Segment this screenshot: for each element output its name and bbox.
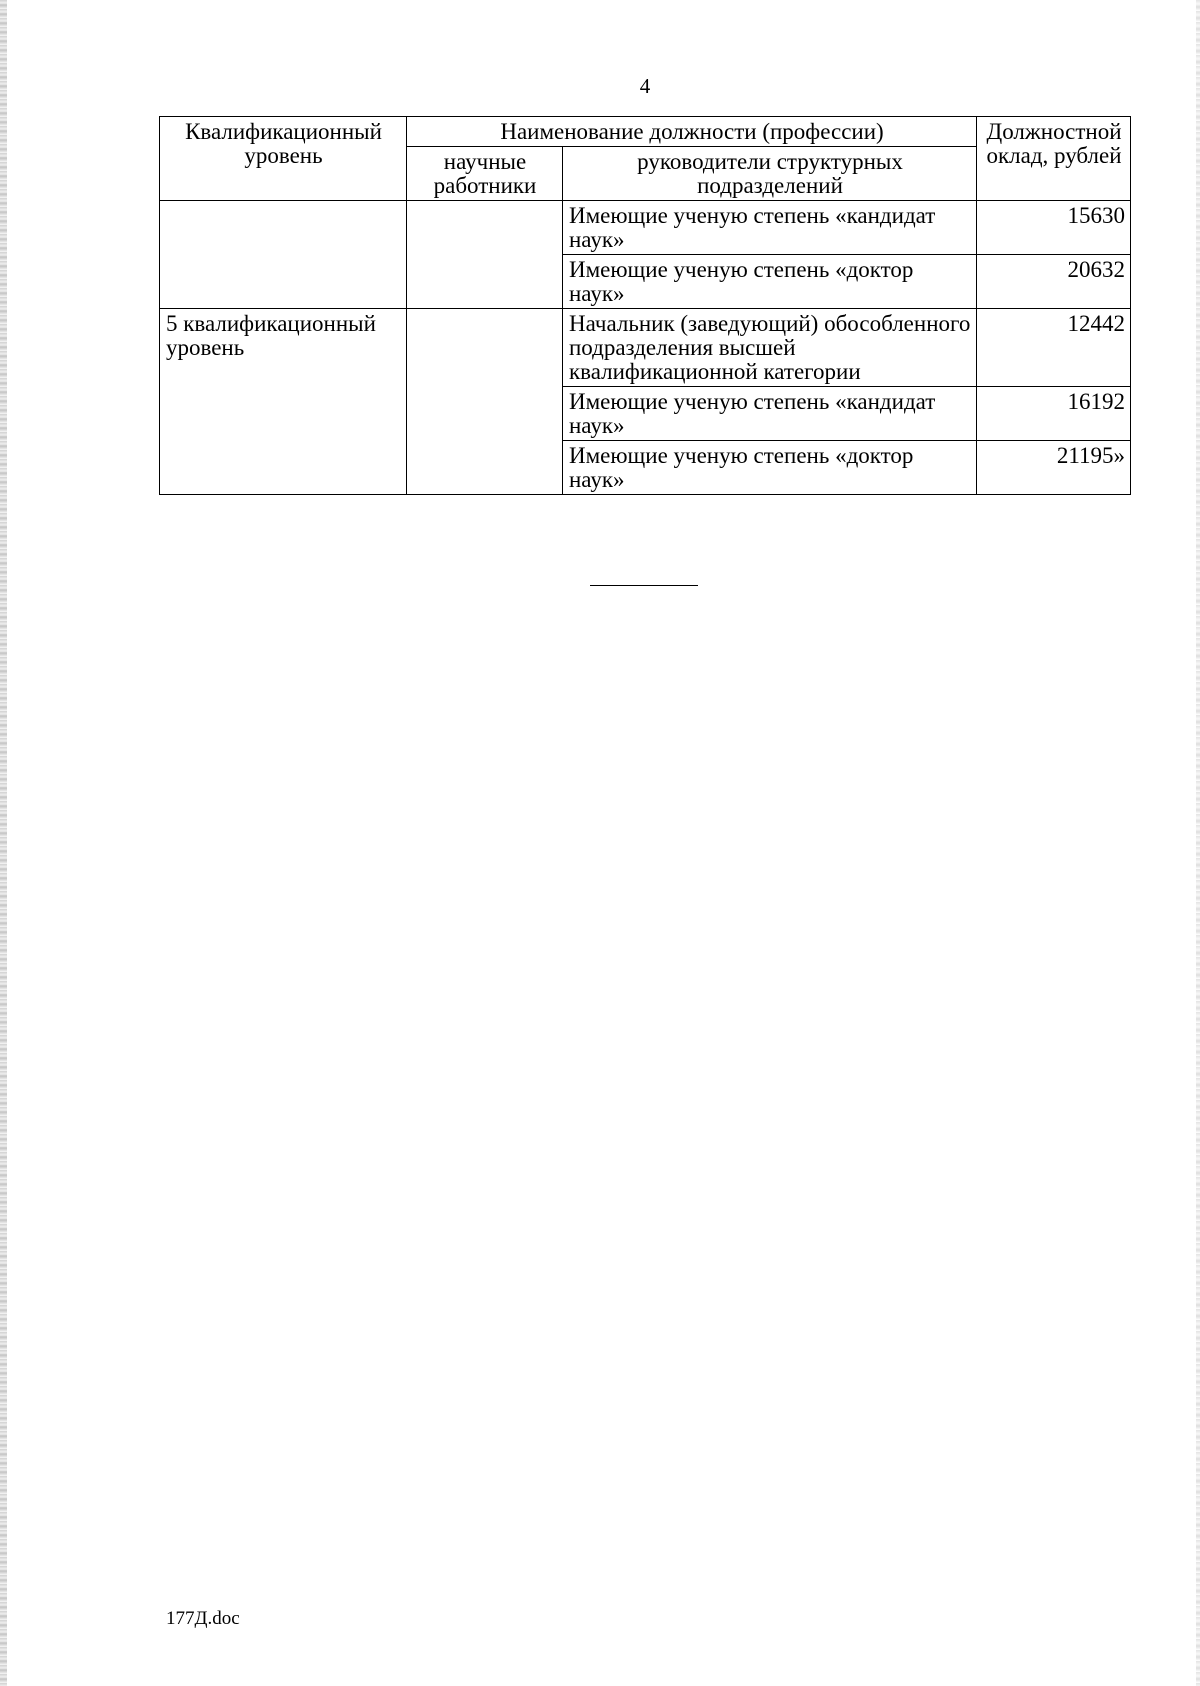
header-scientific: научные работники: [407, 147, 563, 201]
header-salary: Должностной оклад, рублей: [977, 117, 1131, 201]
footer-filename: 177Д.doc: [166, 1608, 240, 1629]
table-row: [160, 201, 1131, 255]
table-header-row: [160, 117, 1131, 147]
position-cell: Имеющие ученую степень «доктор наук»: [563, 255, 977, 309]
level-cell: [160, 201, 407, 309]
page-number: 4: [639, 74, 651, 98]
header-position-name: Наименование должности (профессии): [407, 117, 977, 147]
scientific-cell: [407, 309, 563, 495]
salary-cell: 20632: [977, 255, 1131, 309]
header-heads: руководители структурных подразделений: [563, 147, 977, 201]
level-cell: 5 квалификационный уровень: [160, 309, 407, 495]
scan-right-edge: [1196, 0, 1200, 1686]
header-level: Квалификационный уровень: [160, 117, 407, 201]
salary-cell: 12442: [977, 309, 1131, 387]
position-cell: Имеющие ученую степень «кандидат наук»: [563, 201, 977, 255]
scientific-cell: [407, 201, 563, 309]
position-cell: Начальник (заведующий) обособленного подразделения высшей квалификационной категории: [563, 309, 977, 387]
table-row: [160, 309, 1131, 387]
salary-cell: 16192: [977, 387, 1131, 441]
end-separator-line: [590, 585, 698, 586]
position-cell: Имеющие ученую степень «доктор наук»: [563, 441, 977, 495]
position-cell: Имеющие ученую степень «кандидат наук»: [563, 387, 977, 441]
scan-left-edge: [0, 0, 7, 1686]
salary-cell: 15630: [977, 201, 1131, 255]
salary-table: [159, 116, 1131, 495]
salary-cell: 21195»: [977, 441, 1131, 495]
